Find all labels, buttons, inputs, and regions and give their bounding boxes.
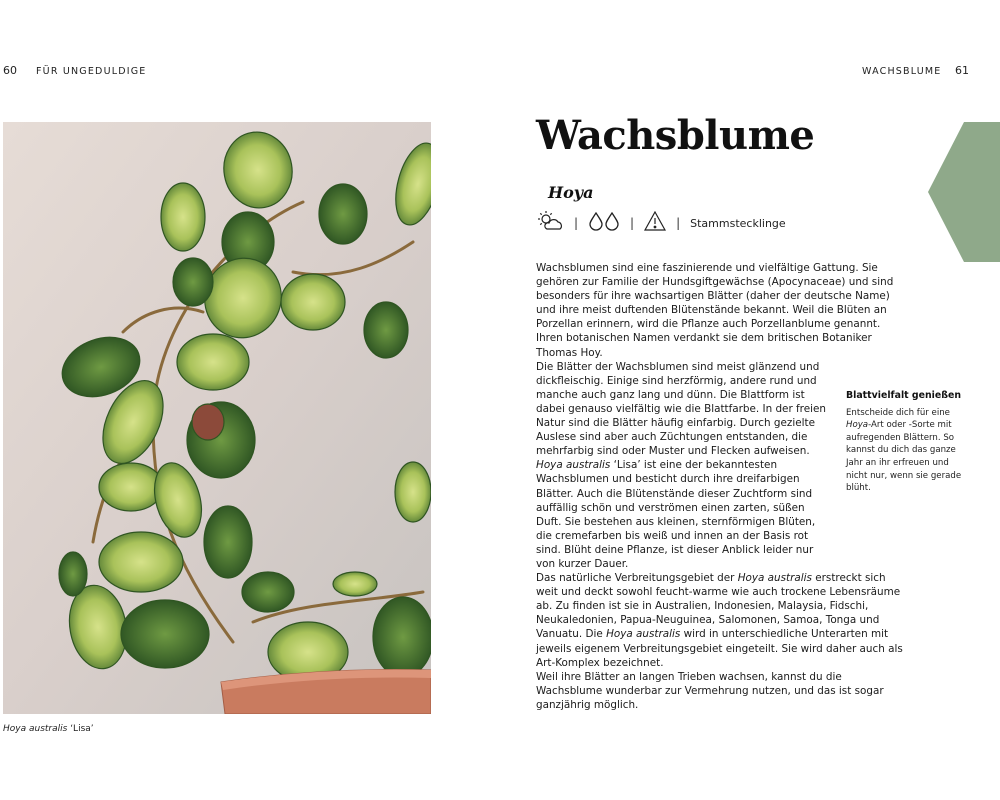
section-tab-hexagon (928, 122, 1000, 262)
sidebar-text: Entscheide dich für eine Hoya-Art oder -Sorte mit aufregenden Blättern. So kannst du dich das ganze Jahr an ihr erfreuen und nicht nur, wenn sie gerade blüht. (846, 407, 962, 494)
separator: | (574, 216, 579, 230)
photo-caption: Hoya australis ‘Lisa’ (3, 724, 94, 734)
separator: | (676, 216, 681, 230)
paragraph: Das natürliche Verbreitungsgebiet der Hoya australis erstreckt sich weit und deckt sowohl feucht-warme wie auch trockene Lebensräume ab. Zu finden ist sie in Australien, Indonesien, Malaysia, Fidschi, Neukaledonien, Papua-Neuguinea, Salomonen, Samoa, Tonga und Vanuatu. Die Hoya australis wird in unterschiedliche Unterarten mit jeweils eigenem Verbreitungsgebiet eingeteilt. Sie wird daher auch als Art-Komplex bezeichnet. (536, 572, 903, 669)
page-number-left: 60 (3, 64, 17, 77)
paragraph: Hoya australis ‘Lisa’ ist eine der bekanntesten Wachsblumen und besticht durch ihre dreifarbigen Blätter. Auch die Blütenstände dieser Zuchtform sind auffällig schön und verströmen einen zarten, süßen Duft. Sie bestehen aus kleinen, sternförmigen Blüten, die cremefarben bis weiß und innen an der Basis rot sind. Blüht deine Pflanze, ist dieser Anblick leider nur von kurzer Dauer. (536, 459, 816, 570)
water-drops-icon (588, 211, 620, 235)
paragraph: Wachsblumen sind eine faszinierende und vielfältige Gattung. Sie gehören zur Familie der Hundsgiftgewächse (Apocynaceae) und sind besonders für ihre wachsartigen Blätter (daher der deutsche Name) und ihre meist duftenden Blütenstände bekannt. Weil die Blüten an Porzellan erinnern, wird die Pflanze auch Porzellanblume genannt. Ihren botanischen Namen verdankt sie dem britischen Botaniker Thomas Hoy. (536, 262, 894, 359)
paragraph: Weil ihre Blätter an langen Trieben wachsen, kannst du die Wachsblume wunderbar zur Vermehrung nutzen, und das ist sogar ganzjährig möglich. (536, 670, 884, 711)
sidebar-heading: Blattvielfalt genießen (846, 390, 961, 401)
paragraph: Die Blätter der Wachsblumen sind meist glänzend und dickfleischig. Einige sind herzförmig, andere rund und manche auch ganz lang und dünn. Die Blattform ist dabei genauso vielfältig wie die Blattfarbe. In der freien Natur sind die Blätter häufig einfarbig. Durch gezielte Auslese sind aber auch Züchtungen entstanden, die mehrfarbig sind oder Muster und Flecken aufweisen. (536, 360, 826, 458)
sun-cloud-icon (536, 210, 564, 236)
page-title: Wachsblume (536, 112, 815, 159)
running-head-right: WACHSBLUME (862, 66, 942, 77)
latin-name: Hoya (548, 183, 594, 202)
warning-icon (644, 211, 666, 235)
plant-photo (3, 122, 431, 714)
running-head-left: FÜR UNGEDULDIGE (36, 66, 147, 77)
care-icons-row (536, 211, 786, 235)
separator: | (630, 216, 635, 230)
sidebar-tip (846, 390, 971, 495)
propagation-method: Stammstecklinge (690, 216, 786, 230)
page-number-right: 61 (955, 64, 969, 77)
